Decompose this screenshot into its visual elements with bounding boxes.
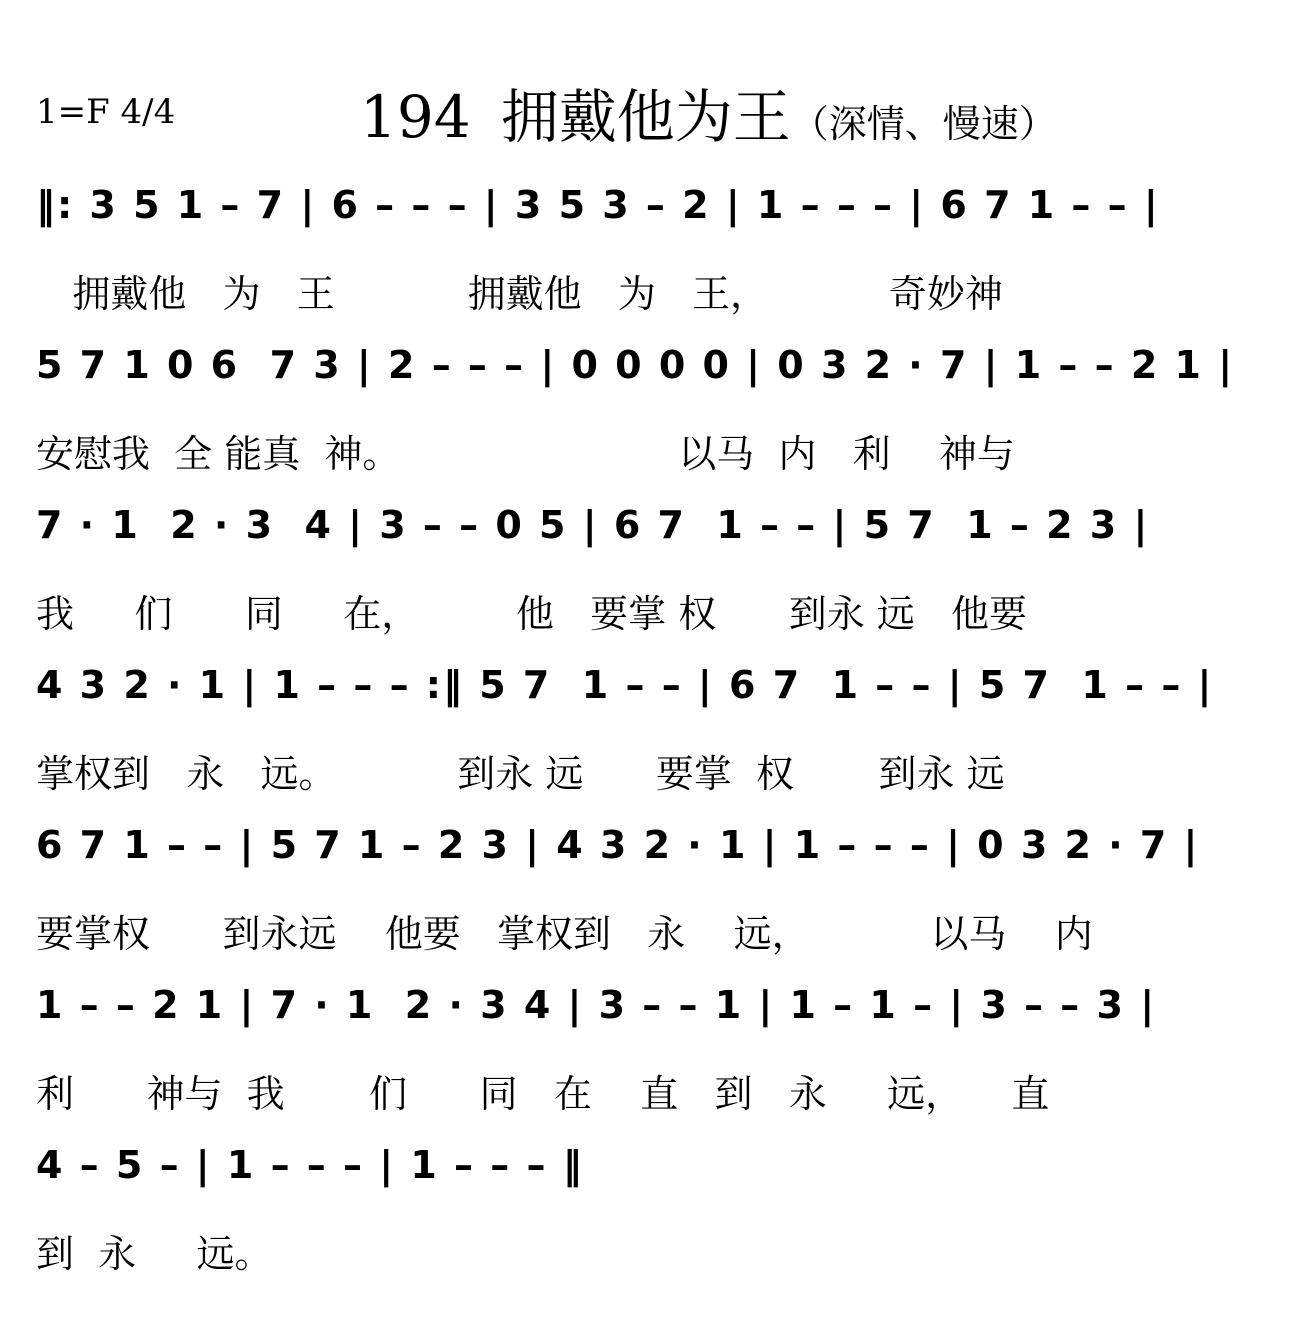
song-title-line <box>360 70 1057 154</box>
notation-line <box>0 975 1305 1045</box>
notation-text: 5 7 1 0 6 7 3 | 2 – – – | 0 0 0 0 | 0 3 2 · 7 | 1 – – 2 1 | <box>36 343 1235 387</box>
notation-line <box>0 815 1305 885</box>
song-number: 194 <box>360 83 471 151</box>
notation-line <box>0 175 1305 245</box>
notation-text: 4 – 5 – | 1 – – – | 1 – – – ‖ <box>36 1143 584 1187</box>
song-header <box>0 70 1305 150</box>
notation-text: ‖: 3 5 1 – 7 | 6 – – – | 3 5 3 – 2 | 1 – – – | 6 7 1 – – | <box>36 183 1160 227</box>
tempo-marking: （深情、慢速） <box>790 102 1057 146</box>
song-title: 拥戴他为王 <box>500 83 791 151</box>
lyric-line: 安慰我 全 能真 神。 以马 内 利 神与 <box>36 432 1015 476</box>
lyric-line: 我 们 同 在， 他 要掌 权 到永 远 他要 <box>36 592 1028 636</box>
notation-line <box>0 335 1305 405</box>
notation-line <box>0 655 1305 725</box>
notation-text: 6 7 1 – – | 5 7 1 – 2 3 | 4 3 2 · 1 | 1 – – – | 0 3 2 · 7 | <box>36 823 1200 867</box>
notation-line <box>0 1135 1305 1205</box>
notation-text: 7 · 1 2 · 3 4 | 3 – – 0 5 | 6 7 1 – – | 5 7 1 – 2 3 | <box>36 503 1150 547</box>
lyric-line: 掌权到 永 远。 到永 远 要掌 权 到永 远 <box>36 752 1005 796</box>
lyric-line: 利 神与 我 们 同 在 直 到 永 远， 直 <box>36 1072 1050 1116</box>
notation-text: 4 3 2 · 1 | 1 – – – :‖ 5 7 1 – – | 6 7 1 – – | 5 7 1 – – | <box>36 663 1214 707</box>
key-signature: 1=F 4/4 <box>36 92 176 132</box>
lyric-line: 到 永 远。 <box>36 1232 273 1276</box>
notation-line <box>0 495 1305 565</box>
notation-text: 1 – – 2 1 | 7 · 1 2 · 3 4 | 3 – – 1 | 1 – 1 – | 3 – – 3 | <box>36 983 1157 1027</box>
lyric-line: 要掌权 到永远 他要 掌权到 永 远， 以马 内 <box>36 912 1093 956</box>
lyric-line: 拥戴他 为 王 拥戴他 为 王， 奇妙神 <box>36 272 1003 316</box>
